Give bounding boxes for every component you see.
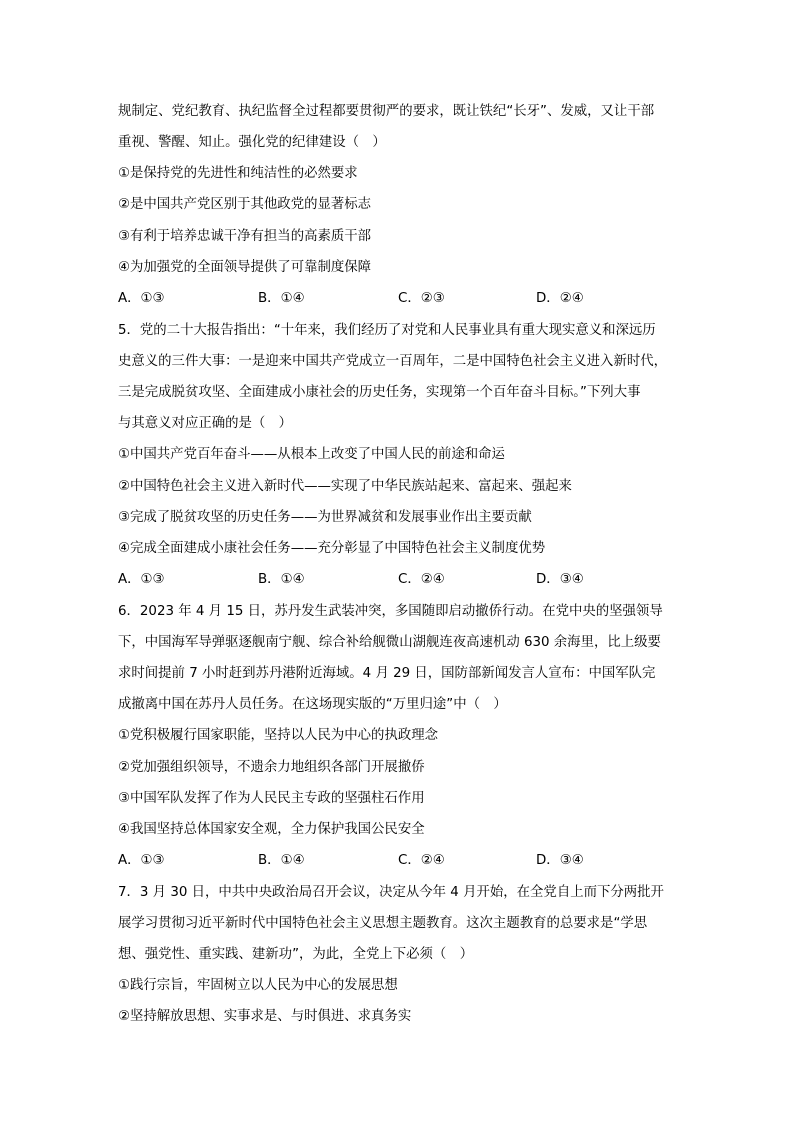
q7-item-2: ②坚持解放思想、实事求是、与时俱进、求真务实 — [118, 1009, 412, 1024]
q6-option-b[interactable]: B．①④ — [258, 853, 305, 868]
q5-options — [118, 570, 678, 590]
q6-option-d[interactable]: D．③④ — [536, 853, 584, 868]
q5-option-c[interactable]: C．②④ — [398, 572, 445, 587]
q4-option-b[interactable]: B．①④ — [258, 291, 305, 306]
q5-stem-line-1: 5．党的二十大报告指出：“十年来，我们经历了对党和人民事业具有重大现实意义和深远历 — [118, 323, 656, 338]
q4-option-a[interactable]: A．①③ — [118, 291, 165, 306]
q5-item-4: ④完成全面建成小康社会任务——充分彰显了中国特色社会主义制度优势 — [118, 541, 546, 556]
q6-options — [118, 851, 678, 871]
q5-stem-line-4: 与其意义对应正确的是（ ） — [118, 416, 293, 431]
q5-stem-line-2: 史意义的三件大事：一是迎来中国共产党成立一百周年，二是中国特色社会主义进入新时代， — [118, 354, 668, 369]
q6-stem-line-1: 6．2023 年 4 月 15 日，苏丹发生武装冲突，多国随即启动撤侨行动。在党中央的坚强领导 — [118, 604, 663, 619]
q6-item-1: ①党积极履行国家职能，坚持以人民为中心的执政理念 — [118, 728, 438, 743]
q6-item-4: ④我国坚持总体国家安全观，全力保护我国公民安全 — [118, 822, 425, 837]
q6-option-a[interactable]: A．①③ — [118, 853, 165, 868]
q5-option-d[interactable]: D．③④ — [536, 572, 584, 587]
q7-item-1: ①践行宗旨，牢固树立以人民为中心的发展思想 — [118, 978, 398, 993]
q5-item-3: ③完成了脱贫攻坚的历史任务——为世界减贫和发展事业作出主要贡献 — [118, 510, 532, 525]
q6-stem-line-3: 求时间提前 7 小时赶到苏丹港附近海域。4 月 29 日，国防部新闻发言人宣布：中国军队完 — [118, 666, 656, 681]
q4-item-4: ④为加强党的全面领导提供了可靠制度保障 — [118, 260, 372, 275]
q5-option-a[interactable]: A．①③ — [118, 572, 165, 587]
q4-item-1: ①是保持党的先进性和纯洁性的必然要求 — [118, 166, 358, 181]
q4-stem-line-2: 重视、警醒、知止。强化党的纪律建设（ ） — [118, 135, 386, 150]
q5-option-b[interactable]: B．①④ — [258, 572, 305, 587]
q4-item-2: ②是中国共产党区别于其他政党的显著标志 — [118, 197, 372, 212]
q7-stem-line-3: 想、强党性、重实践、建新功”，为此，全党上下必须（ ） — [118, 947, 474, 962]
q5-item-2: ②中国特色社会主义进入新时代——实现了中华民族站起来、富起来、强起来 — [118, 479, 572, 494]
q4-option-d[interactable]: D．②④ — [536, 291, 584, 306]
q6-item-3: ③中国军队发挥了作为人民民主专政的坚强柱石作用 — [118, 791, 425, 806]
q7-stem-line-1: 7．3 月 30 日，中共中央政治局召开会议，决定从今年 4 月开始，在全党自上而下分两批开 — [118, 885, 664, 900]
q6-stem-line-2: 下，中国海军导弹驱逐舰南宁舰、综合补给舰微山湖舰连夜高速机动 630 余海里，比上级要 — [118, 635, 661, 650]
q5-item-1: ①中国共产党百年奋斗——从根本上改变了中国人民的前途和命运 — [118, 447, 505, 462]
q7-stem-line-2: 展学习贯彻习近平新时代中国特色社会主义思想主题教育。这次主题教育的总要求是“学思 — [118, 916, 648, 931]
q6-option-c[interactable]: C．②④ — [398, 853, 445, 868]
q4-options — [118, 289, 678, 309]
q6-item-2: ②党加强组织领导，不遗余力地组织各部门开展撤侨 — [118, 760, 425, 775]
q4-stem-line-1: 规制定、党纪教育、执纪监督全过程都要贯彻严的要求，既让铁纪“长牙”、发威，又让干部 — [118, 104, 655, 119]
q4-item-3: ③有利于培养忠诚干净有担当的高素质干部 — [118, 229, 372, 244]
q4-option-c[interactable]: C．②③ — [398, 291, 445, 306]
q6-stem-line-4: 成撤离中国在苏丹人员任务。在这场现实版的“万里归途”中（ ） — [118, 697, 507, 712]
q5-stem-line-3: 三是完成脱贫攻坚、全面建成小康社会的历史任务，实现第一个百年奋斗目标。”下列大事 — [118, 385, 641, 400]
